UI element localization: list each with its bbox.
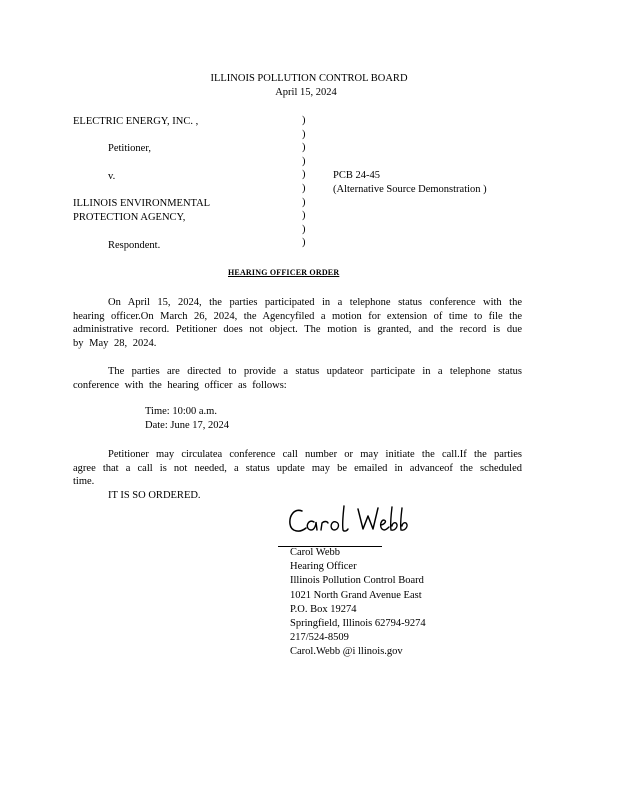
signer-title: Hearing Officer [290,561,357,573]
paragraph-1: On April 15, 2024, the parties participated in a telephone status conference with the hearing officer.On March 26, 2024, the Agencyfiled a motion for extension of time to file the administrative record. Petitioner does not object. The motion is granted, and the record is due by May 28, 2024. [73,297,522,349]
paren: ) [302,223,306,235]
paren: ) [302,115,306,126]
paren: ) [302,169,306,181]
paren: ) [302,196,306,208]
signature-block [290,546,426,660]
respondent-line-1: ILLINOIS ENVIRONMENTAL [73,198,211,209]
paren: ) [302,155,306,167]
respondent-line-2: PROTECTION AGENCY, [73,212,186,223]
so-ordered: IT IS SO ORDERED. [108,490,201,501]
signer-phone: 217/524-8509 [290,632,349,644]
paren: ) [302,128,306,140]
signer-email[interactable]: Carol.Webb @i llinois.gov [290,646,403,658]
paren: ) [302,210,306,222]
signer-name: Carol Webb [290,547,340,558]
petitioner-name: ELECTRIC ENERGY, INC. , [73,116,199,127]
paragraph-2: The parties are directed to provide a status updateor participate in a telephone status conference with the hearing officer as follows: [73,366,522,391]
paren: ) [302,182,306,194]
signer-city: Springfield, Illinois 62794-9274 [290,618,426,630]
versus: v. [108,171,116,182]
respondent-role: Respondent. [108,240,161,251]
document-title: HEARING OFFICER ORDER [228,268,340,277]
case-number: PCB 24-45 [333,170,380,181]
petitioner-role: Petitioner, [108,143,152,154]
signer-street: 1021 North Grand Avenue East [290,589,422,601]
paren: ) [302,237,306,249]
case-type: (Alternative Source Demonstration ) [333,184,487,195]
paragraph-3: Petitioner may circulatea conference call number or may initiate the call.If the parties agree that a call is not needed, a status update may be emailed in advanceof the scheduled time. [73,449,522,487]
handwritten-signature [286,502,416,540]
conference-date: Date: June 17, 2024 [145,420,229,431]
signer-organization: Illinois Pollution Control Board [290,575,424,587]
caption-parens [302,114,308,250]
board-heading: ILLINOIS POLLUTION CONTROL BOARD [210,73,408,84]
signer-po-box: P.O. Box 19274 [290,603,357,615]
conference-time: Time: 10:00 a.m. [145,406,217,417]
paren: ) [302,142,306,154]
order-date: April 15, 2024 [275,87,337,98]
